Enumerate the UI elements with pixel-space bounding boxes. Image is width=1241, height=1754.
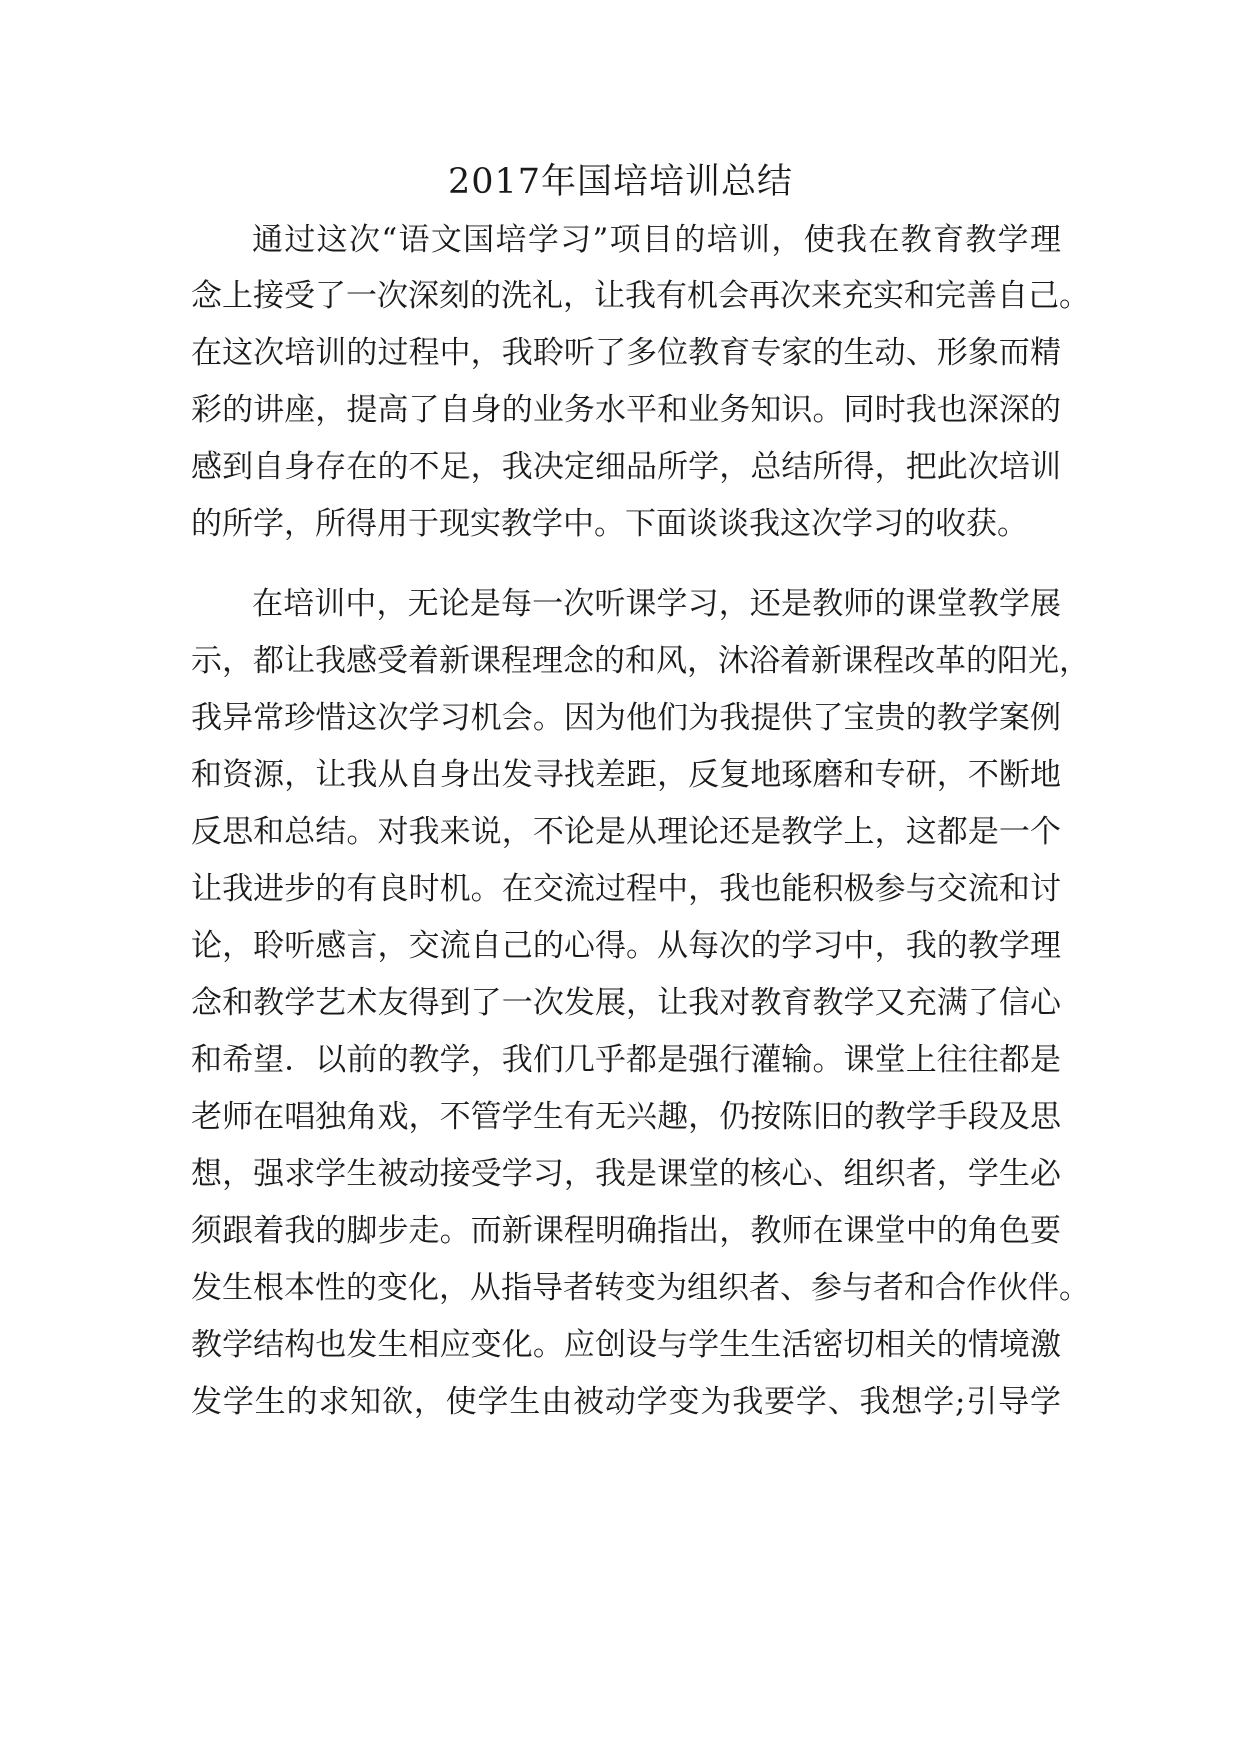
paragraph-2-line-13: 发生根本性的变化，从指导者转变为组织者、参与者和合作伙伴。 [191, 1270, 1090, 1306]
paragraph-2-line-14: 教学结构也发生相应变化。应创设与学生生活密切相关的情境激 [191, 1327, 1061, 1363]
paragraph-2-line-8: 念和教学艺术友得到了一次发展，让我对教育教学又充满了信心 [191, 985, 1061, 1021]
paragraph-2-line-11: 想，强求学生被动接受学习，我是课堂的核心、组织者，学生必 [191, 1156, 1061, 1192]
paragraph-2-line-15: 发学生的求知欲，使学生由被动学变为我要学、我想学;引导学 [191, 1384, 1061, 1420]
paragraph-1-line-4: 彩的讲座，提高了自身的业务水平和业务知识。同时我也深深的 [191, 392, 1061, 428]
paragraph-2-line-7: 论，聆听感言，交流自己的心得。从每次的学习中，我的教学理 [191, 928, 1061, 964]
paragraph-2-line-5: 反思和总结。对我来说，不论是从理论还是教学上，这都是一个 [191, 814, 1061, 850]
paragraph-2-line-2: 示，都让我感受着新课程理念的和风，沐浴着新课程改革的阳光， [191, 643, 1090, 679]
paragraph-2-line-10: 老师在唱独角戏，不管学生有无兴趣，仍按陈旧的教学手段及思 [191, 1099, 1061, 1135]
paragraph-1-line-2: 念上接受了一次深刻的洗礼，让我有机会再次来充实和完善自己。 [191, 278, 1090, 314]
document-title: 2017年国培培训总结 [447, 162, 794, 202]
paragraph-1-line-3: 在这次培训的过程中，我聆听了多位教育专家的生动、形象而精 [191, 335, 1061, 371]
paragraph-2-line-1: 在培训中，无论是每一次听课学习，还是教师的课堂教学展 [252, 586, 1061, 622]
paragraph-1-line-5: 感到自身存在的不足，我决定细品所学，总结所得，把此次培训 [191, 449, 1061, 485]
paragraph-2-line-12: 须跟着我的脚步走。而新课程明确指出，教师在课堂中的角色要 [191, 1213, 1061, 1249]
paragraph-2-line-9: 和希望．以前的教学，我们几乎都是强行灌输。课堂上往往都是 [191, 1042, 1061, 1078]
paragraph-2-line-6: 让我进步的有良时机。在交流过程中，我也能积极参与交流和讨 [191, 871, 1061, 907]
paragraph-1-line-1: 通过这次“语文国培学习”项目的培训，使我在教育教学理 [252, 222, 1061, 258]
paragraph-1-line-6: 的所学，所得用于现实教学中。下面谈谈我这次学习的收获。 [191, 506, 1028, 542]
paragraph-2-line-4: 和资源，让我从自身出发寻找差距，反复地琢磨和专研，不断地 [191, 757, 1061, 793]
paragraph-2-line-3: 我异常珍惜这次学习机会。因为他们为我提供了宝贵的教学案例 [191, 700, 1061, 736]
